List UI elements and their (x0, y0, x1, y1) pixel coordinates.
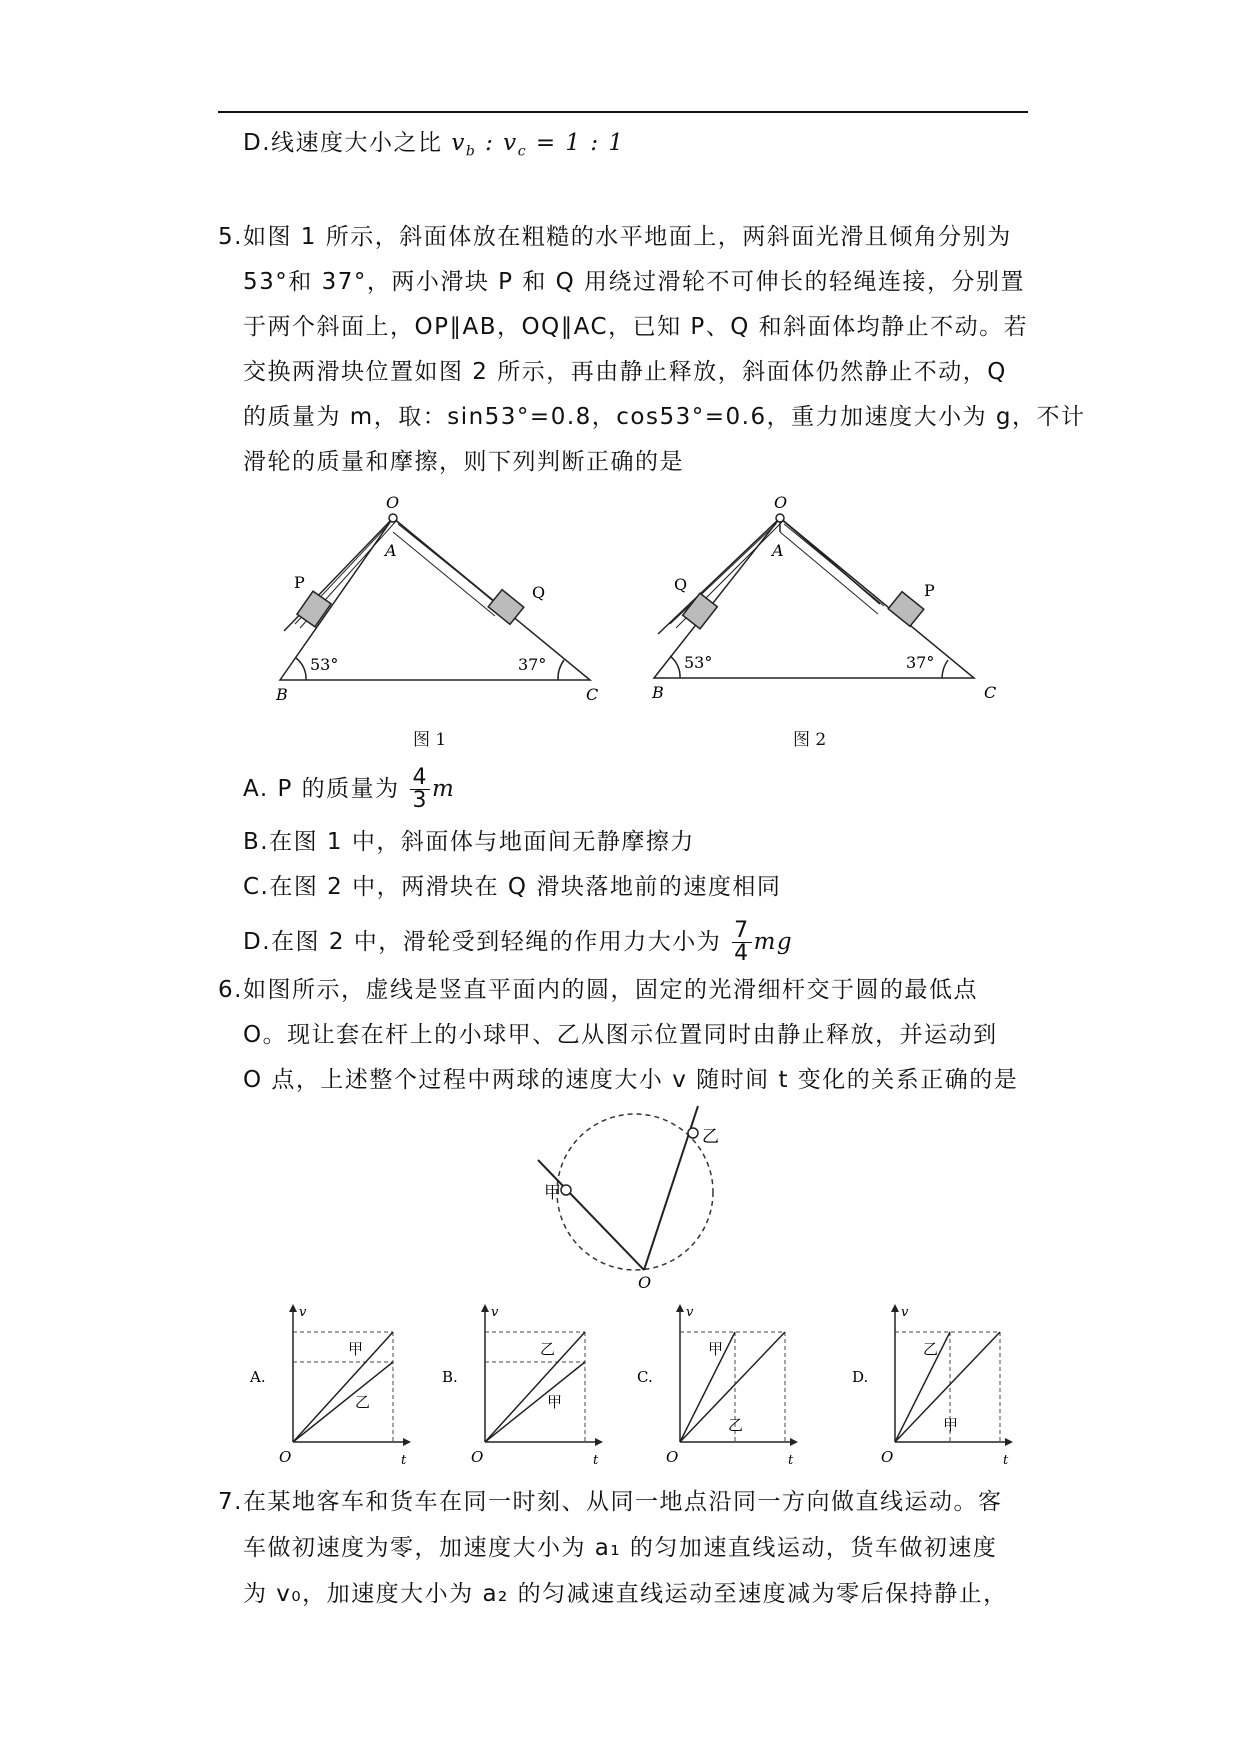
t-axis-label: t (593, 1453, 599, 1468)
angle-53: 53° (684, 653, 713, 672)
label-yi: 乙 (702, 1127, 719, 1147)
series-label-lower: 甲 (547, 1393, 563, 1411)
label-right-block: Q (532, 583, 546, 602)
velocity-ratio-formula: $v_b$ : $v_c = 1$ : 1 (451, 130, 625, 160)
label-O: O (638, 1273, 652, 1292)
incline-figure-2 (634, 488, 997, 728)
v-axis-arrow (481, 1304, 489, 1312)
block-left (297, 591, 331, 627)
line-upper (293, 1332, 393, 1442)
t-axis-arrow (1005, 1438, 1013, 1446)
label-C: C (586, 685, 599, 704)
line-lower (485, 1362, 585, 1442)
label-O: O (774, 493, 788, 512)
angle-53: 53° (310, 655, 339, 674)
t-axis-label: t (401, 1453, 407, 1468)
v-axis-label: v (299, 1305, 307, 1320)
line-lower (293, 1362, 393, 1442)
vt-graph-a (238, 1300, 418, 1470)
t-axis-arrow (790, 1438, 798, 1446)
option-label: C. (637, 1368, 653, 1386)
v-axis-arrow (289, 1304, 297, 1312)
origin-label: O (881, 1448, 894, 1466)
q4-option-d: D.线速度大小之比 $v_b$ : $v_c = 1$ : 1 (243, 130, 625, 160)
series-label-lower: 甲 (943, 1416, 959, 1434)
series-label-upper: 乙 (923, 1340, 939, 1358)
series-label-lower: 乙 (355, 1393, 371, 1411)
q5-option-a: A. P 的质量为 $\frac{4}{3}$ m (243, 765, 456, 813)
t-axis-arrow (403, 1438, 411, 1446)
series-label-upper: 甲 (708, 1340, 724, 1358)
vt-graph-c (625, 1300, 805, 1470)
line-upper (485, 1332, 585, 1442)
label-right-block: P (924, 581, 935, 600)
ball-yi (688, 1128, 698, 1138)
block-left (683, 593, 718, 629)
t-axis-label: t (1003, 1453, 1009, 1468)
label-A: A (385, 541, 397, 560)
series-label-upper: 甲 (348, 1340, 364, 1358)
origin-label: O (471, 1448, 484, 1466)
label-C: C (984, 683, 997, 702)
angle-37: 37° (906, 653, 935, 672)
angle-37: 37° (518, 655, 547, 674)
figure-1-caption: 图 1 (413, 730, 447, 750)
block-right (888, 592, 924, 627)
v-axis-label: v (686, 1305, 694, 1320)
v-axis-label: v (901, 1305, 909, 1320)
series-label-lower: 乙 (728, 1416, 744, 1434)
figure-2-caption: 图 2 (793, 730, 827, 750)
ball-jia (561, 1185, 571, 1195)
label-left-block: Q (674, 575, 688, 594)
label-B: B (652, 683, 664, 702)
origin-label: O (279, 1448, 292, 1466)
q5-option-c: C.在图 2 中，两滑块在 Q 滑块落地前的速度相同 (243, 874, 782, 900)
option-label: D. (852, 1368, 869, 1386)
incline-figure-1 (260, 488, 620, 728)
v-axis-arrow (676, 1304, 684, 1312)
fraction-7-4: $\frac{7}{4}$ (734, 918, 750, 966)
v-axis-label: v (491, 1305, 499, 1320)
vt-graph-d (840, 1300, 1020, 1470)
rod-left (538, 1160, 644, 1270)
q5-option-b: B.在图 1 中，斜面体与地面间无静摩擦力 (243, 829, 695, 855)
top-rule (218, 111, 1028, 113)
fraction-4-3: $\frac{4}{3}$ (412, 765, 428, 813)
circle-rod-diagram (528, 1100, 748, 1290)
vt-graph-b (430, 1300, 610, 1470)
label-jia: 甲 (544, 1183, 561, 1203)
label-B: B (276, 685, 288, 704)
label-O: O (386, 493, 400, 512)
t-axis-arrow (595, 1438, 603, 1446)
v-axis-arrow (891, 1304, 899, 1312)
block-right (488, 590, 524, 625)
t-axis-label: t (788, 1453, 794, 1468)
option-label: A. (250, 1368, 266, 1386)
label-A: A (772, 541, 784, 560)
series-label-upper: 乙 (540, 1340, 556, 1358)
q5-option-d: D.在图 2 中，滑轮受到轻绳的作用力大小为 $\frac{7}{4}$ mg (243, 918, 794, 966)
option-label: B. (442, 1368, 458, 1386)
origin-label: O (666, 1448, 679, 1466)
label-left-block: P (294, 573, 305, 592)
